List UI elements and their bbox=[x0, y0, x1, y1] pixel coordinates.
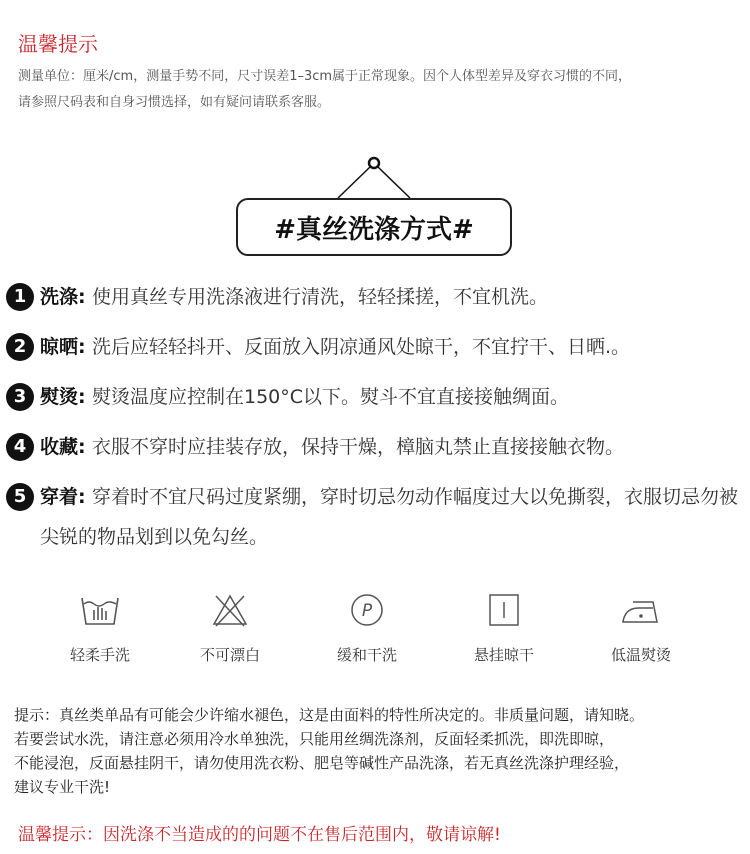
rule-label: 穿着: bbox=[40, 486, 86, 508]
tip-line-1: 提示：真丝类单品有可能会少许缩水褪色，这是由面料的特性所决定的。非质量问题，请知晓。 bbox=[14, 706, 645, 724]
rule-text: 穿着时不宜尺码过度紧绷，穿时切忌勿动作幅度过大以免撕裂，衣服切忌勿被尖锐的物品划到以免勾丝。 bbox=[40, 486, 739, 548]
rule-text: 熨烫温度应控制在150°C以下。熨斗不宜直接接触绸面。 bbox=[92, 386, 570, 408]
rule-label: 收藏: bbox=[40, 436, 86, 458]
care-label: 缓和干洗 bbox=[336, 646, 397, 664]
silk-care-tip bbox=[14, 703, 742, 799]
care-hand-wash bbox=[40, 590, 160, 665]
tip-line-2: 若要尝试水洗，请注意必须用冷水单独洗，只能用丝绸洗涤剂，反面轻柔抓洗，即洗即晾， bbox=[14, 730, 615, 748]
notice-line-2: 请参照尺码表和自身习惯选择，如有疑问请联系客服。 bbox=[18, 95, 331, 110]
rule-text: 洗后应轻轻抖开、反面放入阴凉通风处晾干，不宜拧干、日晒.。 bbox=[92, 336, 631, 358]
care-label: 不可漂白 bbox=[199, 646, 260, 664]
svg-text:P: P bbox=[361, 601, 373, 621]
rule-number: 2 bbox=[6, 333, 34, 361]
care-label: 轻柔手洗 bbox=[69, 646, 130, 664]
rule-number: 1 bbox=[6, 283, 34, 311]
care-label: 低温熨烫 bbox=[610, 646, 671, 664]
rule-number: 5 bbox=[6, 483, 34, 511]
care-label: 悬挂晾干 bbox=[473, 646, 534, 664]
rule-text: 衣服不穿时应挂装存放，保持干燥，樟脑丸禁止直接接触衣物。 bbox=[92, 436, 625, 458]
care-no-bleach bbox=[170, 590, 290, 665]
notice-title: 温馨提示 bbox=[18, 32, 98, 56]
hang-dry-icon bbox=[482, 590, 526, 630]
after-sales-warning: 温馨提示：因洗涤不当造成的的问题不在售后范围内，敬请谅解! bbox=[18, 825, 501, 845]
notice-line-1: 测量单位：厘米/cm，测量手势不同，尺寸误差1–3cm属于正常现象。因个人体型差异及穿衣习惯的不同， bbox=[18, 69, 632, 84]
rule-label: 晾晒: bbox=[40, 336, 86, 358]
hand-wash-icon bbox=[78, 590, 122, 630]
rule-label: 熨烫: bbox=[40, 386, 86, 408]
tip-line-3: 不能浸泡，反面悬挂阴干，请勿使用洗衣粉、肥皂等碱性产品洗涤，若无真丝洗涤护理经验， bbox=[14, 754, 630, 772]
low-iron-icon bbox=[619, 590, 663, 630]
care-dry-clean bbox=[307, 590, 427, 665]
no-bleach-icon bbox=[208, 590, 252, 630]
care-hang-dry bbox=[444, 590, 564, 665]
rule-label: 洗涤: bbox=[40, 286, 86, 308]
wash-method-badge: #真丝洗涤方式# bbox=[236, 198, 512, 256]
tip-line-4: 建议专业干洗! bbox=[14, 778, 111, 796]
rule-text: 使用真丝专用洗涤液进行清洗，轻轻揉搓，不宜机洗。 bbox=[92, 286, 549, 308]
rule-number: 3 bbox=[6, 383, 34, 411]
dry-clean-p-icon bbox=[345, 590, 389, 630]
rule-number: 4 bbox=[6, 433, 34, 461]
care-low-iron bbox=[581, 590, 701, 665]
